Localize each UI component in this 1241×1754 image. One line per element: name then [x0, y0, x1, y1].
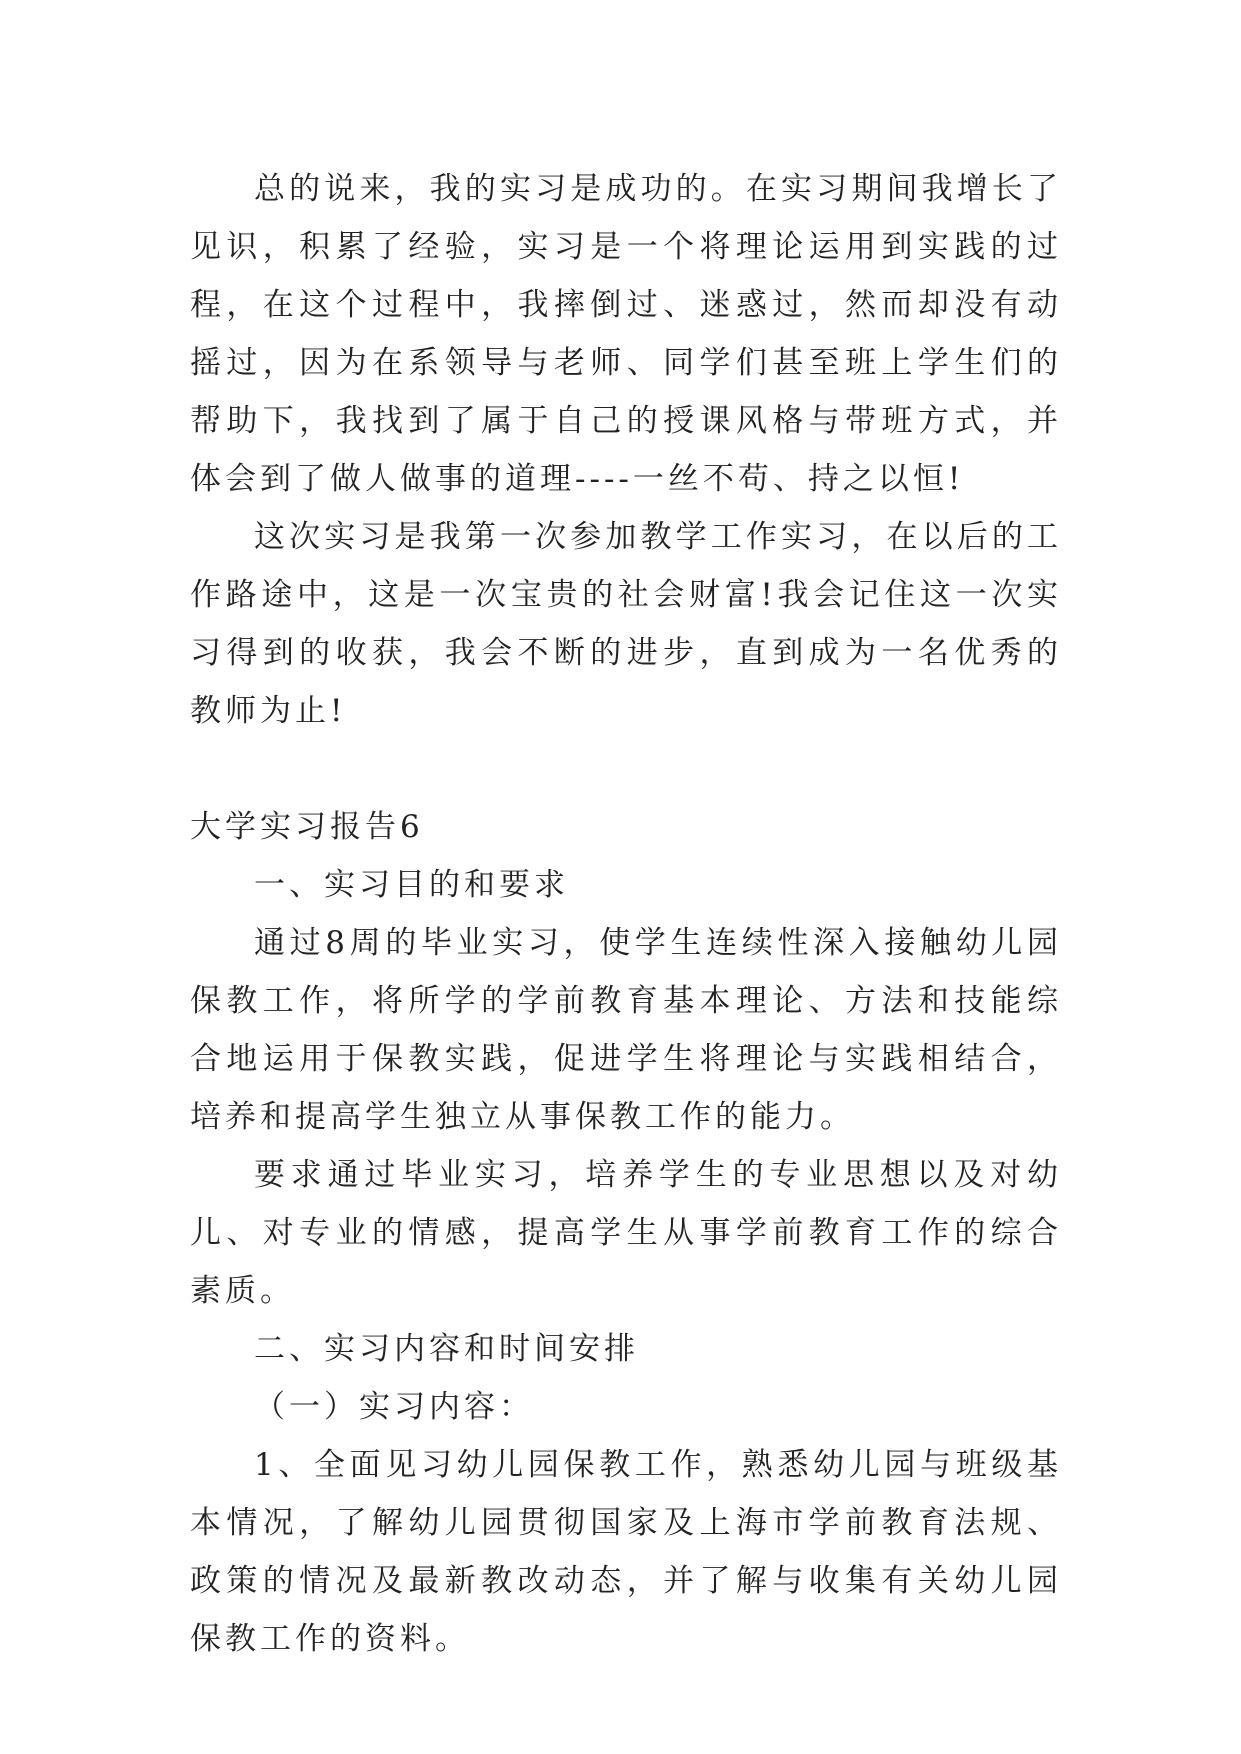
paragraph-summary: 总的说来，我的实习是成功的。在实习期间我增长了见识，积累了经验，实习是一个将理论运用到实践的过程，在这个过程中，我摔倒过、迷惑过，然而却没有动摇过，因为在系领导与老师、同学们甚至班上学生们的帮助下，我找到了属于自己的授课风格与带班方式，并体会到了做人做事的道理----一丝不苟、持之以恒!	[190, 171, 1062, 497]
subheading-content: （一）实习内容：	[254, 1389, 534, 1425]
heading-purpose: 一、实习目的和要求	[254, 867, 569, 903]
paragraph-requirement: 要求通过毕业实习，培养学生的专业思想以及对幼儿、对专业的情感，提高学生从事学前教育工作的综合素质。	[190, 1157, 1062, 1309]
paragraph-conclusion: 这次实习是我第一次参加教学工作实习，在以后的工作路途中，这是一次宝贵的社会财富!我会记住这一次实习得到的收获，我会不断的进步，直到成为一名优秀的教师为止!	[190, 519, 1062, 729]
section-title: 大学实习报告6	[190, 809, 424, 845]
section-spacer	[190, 740, 1062, 798]
list-item-1: 1、全面见习幼儿园保教工作，熟悉幼儿园与班级基本情况，了解幼儿园贯彻国家及上海市学前教育法规、政策的情况及最新教改动态，并了解与收集有关幼儿园保教工作的资料。	[190, 1447, 1062, 1657]
heading-content-schedule: 二、实习内容和时间安排	[254, 1331, 639, 1367]
document-body	[190, 160, 1062, 1668]
paragraph-purpose: 通过8周的毕业实习，使学生连续性深入接触幼儿园保教工作，将所学的学前教育基本理论、方法和技能综合地运用于保教实践，促进学生将理论与实践相结合，培养和提高学生独立从事保教工作的能力。	[190, 925, 1062, 1135]
